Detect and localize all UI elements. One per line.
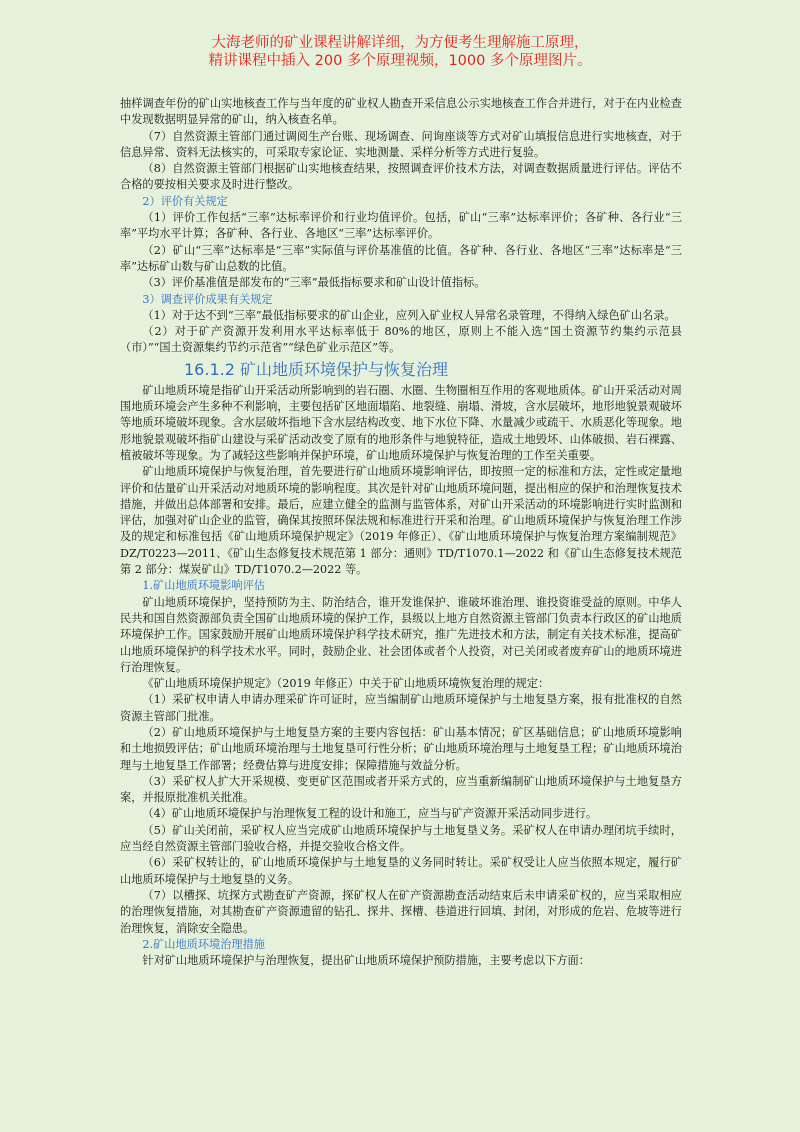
section-heading: 16.1.2 矿山地质环境保护与恢复治理 [184, 359, 448, 379]
banner-line-1: 大海老师的矿业课程讲解详细，为方便考生理解施工原理， [211, 35, 589, 51]
paragraph: （3）采矿权人扩大开采规模、变更矿区范围或者开采方式的，应当重新编制矿山地质环境保护与土地复垦方案，并报原批准机关批准。 [120, 774, 682, 805]
paragraph: （8）自然资源主管部门根据矿山实地核查结果，按照调查评价技术方法，对调查数据质量进行评估。评估不合格的要按相关要求及时进行整改。 [120, 162, 682, 192]
paragraph: （2）矿山地质环境保护与土地复垦方案的主要内容包括：矿山基本情况；矿区基础信息；矿山地质环境影响和土地损毁评估；矿山地质环境治理与土地复垦可行性分析；矿山地质环境治理与土地复垦工程；矿山地质环境治理与土地复垦工作部署；经费估算与进度安排；保障措施与效益分析。 [120, 725, 682, 772]
paragraph: 《矿山地质环境保护规定》（2019 年修正）中关于矿山地质环境恢复治理的规定： [142, 677, 550, 691]
paragraph: （2）对于矿产资源开发利用水平达标率低于 80%的地区，原则上不能入选“国土资源节约集约示范县（市）”“国土资源集约节约示范省”“绿色矿业示范区”等。 [120, 325, 682, 355]
paragraph: （6）采矿权转让的，矿山地质环境保护与土地复垦的义务同时转让。采矿权受让人应当依照本规定，履行矿山地质环境保护与土地复垦的义务。 [120, 856, 682, 886]
paragraph: 矿山地质环境保护，坚持预防为主、防治结合，谁开发谁保护、谁破坏谁治理、谁投资谁受益的原则。中华人民共和国自然资源部负责全国矿山地质环境的保护工作，县级以上地方自然资源主管部门负责本行政区的矿山地质环境保护工作。国家鼓励开展矿山地质环境保护科学技术研究，推广先进技术和方法，制定有关技术标准，提高矿山地质环境保护的科学技术水平。同时，鼓励企业、社会团体或者个人投资，对已关闭或者废弃矿山的地质环境进行治理恢复。 [120, 595, 682, 674]
paragraph: （2）矿山“三率”达标率是“三率”实际值与评价基准值的比值。各矿种、各行业、各地区“三率”达标率是“三率”达标矿山数与矿山总数的比值。 [120, 243, 682, 273]
subsection-heading: 3）调查评价成果有关规定 [142, 292, 273, 306]
subsection-heading: 1.矿山地质环境影响评估 [142, 579, 265, 593]
subsection-heading: 2.矿山地质环境治理措施 [142, 937, 265, 951]
subsection-heading: 2）评价有关规定 [142, 194, 228, 208]
paragraph: （3）评价基准值是部发布的“三率”最低指标要求和矿山设计值指标。 [142, 276, 486, 290]
promo-banner [0, 0, 800, 96]
paragraph: 矿山地质环境是指矿山开采活动所影响到的岩石圈、水圈、生物圈相互作用的客观地质体。矿山开采活动对周围地质环境会产生多种不利影响，主要包括矿区地面塌陷、地裂缝、崩塌、滑坡，含水层破坏，地形地貌景观破坏等地质环境破坏现象。含水层破坏指地下含水层结构改变、地下水位下降、水量减少或疏干、水质恶化等现象。地形地貌景观破坏指矿山建设与采矿活动改变了原有的地形条件与地貌特征，造成土地毁坏、山体破损、岩石裸露、植被破坏等现象。为了减轻这些影响并保护环境，矿山地质环境保护与恢复治理的工作至关重要。 [120, 383, 682, 462]
paragraph: （4）矿山地质环境保护与治理恢复工程的设计和施工，应当与矿产资源开采活动同步进行。 [142, 807, 598, 821]
paragraph: （1）采矿权申请人申请办理采矿许可证时，应当编制矿山地质环境保护与土地复垦方案，报有批准权的自然资源主管部门批准。 [120, 693, 682, 723]
paragraph: （1）对于达不到“三率”最低指标要求的矿山企业，应列入矿业权人异常名录管理，不得纳入绿色矿山名录。 [142, 308, 676, 322]
banner-line-2: 精讲课程中插入 200 多个原理视频，1000 多个原理图片。 [208, 53, 592, 69]
paragraph: （5）矿山关闭前，采矿权人应当完成矿山地质环境保护与土地复垦义务。采矿权人在申请办理闭坑手续时，应当经自然资源主管部门验收合格，并提交验收合格文件。 [120, 823, 682, 854]
paragraph: 矿山地质环境保护与恢复治理，首先要进行矿山地质环境影响评估，即按照一定的标准和方法，定性或定量地评价和估量矿山开采活动对地质环境的影响程度。其次是针对矿山地质环境问题，提出相应的保护和治理恢复技术措施，并做出总体部署和安排。最后，应建立健全的监测与监管体系，对矿山开采活动的环境影响进行实时监测和评估，加强对矿山企业的监管，确保其按照环保法规和标准进行开采和治理。矿山地质环境保护与恢复治理工作涉及的规定和标准包括《矿山地质环境保护规定》（2019 年修正）、《矿山地质环境保护与恢复治理方案编制规范》DZ/T0223—2011、《矿山生态修复技术规范第 1 部分：通则》TD/T1070.1—2022 和《矿山生态修复技术规范第 2 部分：煤炭矿山》TD/T1070.2—2022 等。 [120, 465, 682, 577]
paragraph: （1）评价工作包括“三率”达标率评价和行业均值评价。包括，矿山“三率”达标率评价；各矿种、各行业“三率”平均水平计算；各矿种、各行业、各地区“三率”达标率评价。 [120, 211, 682, 241]
document-body [120, 96, 682, 969]
paragraph: （7）自然资源主管部门通过调阅生产台账、现场调查、问询座谈等方式对矿山填报信息进行实地核查，对于信息异常、资料无法核实的，可采取专家论证、实地测量、采样分析等方式进行复验。 [120, 129, 682, 159]
paragraph: 抽样调查年份的矿山实地核查工作与当年度的矿业权人勘查开采信息公示实地核查工作合并进行，对于在内业检查中发现数据明显异常的矿山，纳入核查名单。 [120, 97, 682, 127]
paragraph: 针对矿山地质环境保护与治理恢复，提出矿山地质环境保护预防措施，主要考虑以下方面： [142, 954, 590, 968]
paragraph: （7）以槽探、坑探方式勘查矿产资源，探矿权人在矿产资源勘查活动结束后未申请采矿权的，应当采取相应的治理恢复措施，对其勘查矿产资源遗留的钻孔、探井、探槽、巷道进行回填、封闭，对形成的危岩、危坡等进行治理恢复，消除安全隐患。 [120, 888, 682, 935]
